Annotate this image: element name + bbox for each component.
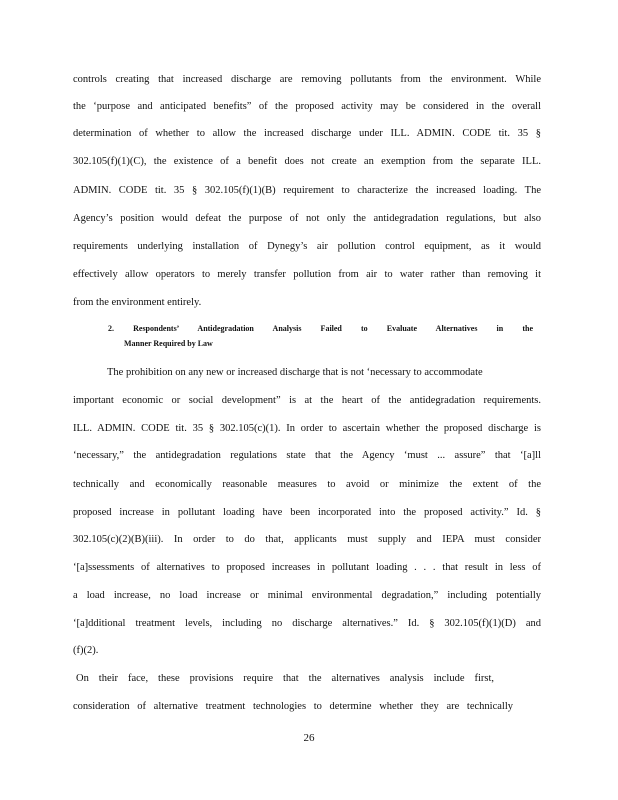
- paragraph-line: technically and economically reasonable measures to avoid or minimize the extent of the: [73, 479, 541, 490]
- paragraph-line: requirements underlying installation of Dynegy’s air pollution control equipment, as it would: [73, 241, 541, 252]
- paragraph-line: effectively allow operators to merely transfer pollution from air to water rather than removing it: [73, 269, 541, 280]
- paragraph-line: ‘[a]dditional treatment levels, including no discharge alternatives.” Id. § 302.105(f)(1)(D) and: [73, 618, 541, 629]
- paragraph-line: The prohibition on any new or increased discharge that is not ‘necessary to accommodate: [107, 367, 483, 378]
- paragraph-line: ‘necessary,” the antidegradation regulations state that the Agency ‘must ... assure” that ‘[a]ll: [73, 450, 541, 461]
- paragraph-line: ADMIN. CODE tit. 35 § 302.105(f)(1)(B) requirement to characterize the increased loading. The: [73, 185, 541, 196]
- paragraph-line: 302.105(f)(1)(C), the existence of a benefit does not create an exemption from the separate ILL.: [73, 156, 541, 167]
- paragraph-line: 302.105(c)(2)(B)(iii). In order to do that, applicants must supply and IEPA must consider: [73, 534, 541, 545]
- paragraph-line: Agency’s position would defeat the purpose of not only the antidegradation regulations, but also: [73, 213, 541, 224]
- paragraph-line: On their face, these provisions require that the alternatives analysis include first,: [76, 673, 494, 684]
- paragraph-line: (f)(2).: [73, 645, 99, 656]
- paragraph-line: from the environment entirely.: [73, 297, 202, 308]
- paragraph-line: consideration of alternative treatment technologies to determine whether they are technically: [73, 701, 513, 712]
- paragraph-line: proposed increase in pollutant loading have been incorporated into the proposed activity.” Id. §: [73, 507, 541, 518]
- section-heading: Manner Required by Law: [124, 339, 213, 348]
- paragraph-line: ILL. ADMIN. CODE tit. 35 § 302.105(c)(1). In order to ascertain whether the proposed discharge is: [73, 423, 541, 434]
- page-number: 26: [303, 732, 315, 744]
- section-heading: 2. Respondents’ Antidegradation Analysis Failed to Evaluate Alternatives in the: [108, 324, 533, 333]
- paragraph-line: ‘[a]ssessments of alternatives to proposed increases in pollutant loading . . . that result in less of: [73, 562, 541, 573]
- paragraph-line: the ‘purpose and anticipated benefits” of the proposed activity may be considered in the overall: [73, 101, 541, 112]
- paragraph-line: controls creating that increased discharge are removing pollutants from the environment. While: [73, 74, 541, 85]
- paragraph-line: important economic or social development” is at the heart of the antidegradation requirements.: [73, 395, 541, 406]
- paragraph-line: a load increase, no load increase or minimal environmental degradation,” including potentially: [73, 590, 541, 601]
- paragraph-line: determination of whether to allow the increased discharge under ILL. ADMIN. CODE tit. 35 §: [73, 128, 541, 139]
